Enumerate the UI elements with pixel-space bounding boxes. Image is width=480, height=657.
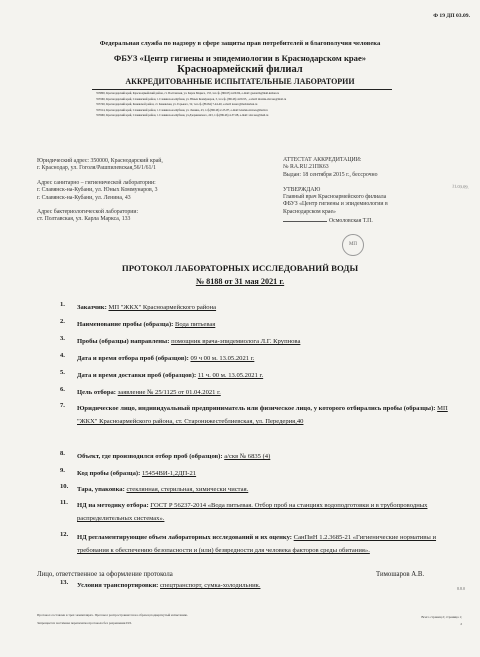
item-number: 11. (60, 499, 68, 506)
item-label: Пробы (образцы) направлены: (77, 338, 170, 345)
item-number: 10. (60, 483, 69, 490)
header-address-line: 353960, Краснодарский край, Славянский район, г. Славянск-на-Кубани, ул.Дзержинского, 243, т./ф.(86146) 4-37-68, e-mail: slav.ses@mail.ru (96, 113, 269, 118)
legal-address-line: Юридический адрес: 350000, Краснодарский край, (37, 158, 163, 164)
item-number: 3. (60, 335, 65, 342)
page-of-text: Всего страниц 2; страница 1; (421, 615, 462, 619)
sanitary-lab-address-line: Адрес санитарно – гигиенической лаборатории: (37, 179, 156, 186)
bacterio-lab-address-line: ст. Полтавская, ул. Карла Маркса, 133 (37, 216, 131, 223)
approver-position-line: ФБУЗ «Центр гигиены и эпидемиологии в (283, 201, 388, 208)
lab-addresses (37, 158, 163, 224)
branch-name: Красноармейский филиал (177, 64, 303, 75)
item-label: Заказчик: (77, 304, 107, 311)
item-value: МП "ЖКХ" Красноармейского района (108, 304, 217, 311)
item-number: 13. (60, 579, 69, 586)
accreditation-block (283, 157, 388, 225)
sanitary-lab-address-line: г. Славянск-на-Кубани, ул. Ленина, 43 (37, 194, 131, 201)
approver-position-line: Главный врач Красноармейского филиала (283, 194, 387, 201)
item-label: НД регламентирующие объем лабораторных исследований и их оценку: (77, 534, 293, 541)
footer-note: Протокол составлен в трех экземплярах. Протокол распространяется на образец подвергнутый испытанию. (37, 613, 189, 617)
item-value: спецтранспорт, сумка-холодильник. (160, 582, 261, 589)
header-divider (92, 89, 392, 90)
item-value: заявление № 25/1125 от 01.04.2021 г. (117, 389, 221, 396)
sanitary-lab-address-line: г. Славянск-на-Кубани, ул. Юных Коммунаров, 3 (37, 187, 158, 194)
organization-name: ФБУЗ «Центр гигиены и эпидемиологии в Краснодарском крае» (113, 53, 367, 63)
protocol-title: ПРОТОКОЛ ЛАБОРАТОРНЫХ ИССЛЕДОВАНИЙ ВОДЫ (121, 263, 359, 273)
bacterio-lab-address-line: Адрес бактериологической лаборатории: (37, 209, 139, 216)
footer-note: Запрещается частичная перепечатка протокола без разрешения ИЛ. (37, 621, 132, 625)
laboratory-name: АККРЕДИТОВАННЫЕ ИСПЫТАТЕЛЬНЫЕ ЛАБОРАТОРИИ (125, 77, 355, 86)
item-value: 11 ч. 00 м. 13.05.2021 г. (197, 372, 264, 379)
page-number: 2 (460, 622, 462, 626)
item-label: Юридическое лицо, индивидуальный предприниматель или физическое лицо, у которого отбирались пробы (образцы): (77, 405, 436, 412)
approver-position-line: Краснодарском крае» (283, 208, 336, 215)
item-value: СанПиН 1.2.3685-21 «Гигиенические нормативы и требования к обеспечению безопасности и (или) безвредности для человека факторов среды обитания». (77, 534, 437, 554)
header-address-line: 353560, Краснодарский край, Славянский район, г. Славянск-на-Кубани, ул. Юных Коммунаров, 3, тел./ф. (86146) 4-09-95, , e-mail: kisslak-slavses@mail.ru (96, 96, 287, 101)
protocol-number-text: № 8188 от 31 мая 2021 г. (195, 277, 285, 286)
responsible-label: Лицо, ответственное за оформление протокола (37, 571, 173, 578)
item-number: 1. (60, 301, 65, 308)
item-label: Объект, где производился отбор проб (образцов): (77, 453, 223, 460)
item-value: помощник врача-эпидемиолога Л.Г. Крупнова (171, 338, 301, 345)
item-label: Тара, упаковка: (77, 486, 125, 493)
item-label: Дата и время доставки проб (образцов): (77, 372, 197, 379)
protocol-number (0, 277, 480, 286)
item-value: 15454ВИ-1,2ДП-21 (141, 470, 197, 477)
item-label: Дата и время отбора проб (образцов): (77, 355, 189, 362)
handwritten-date: 11.03.09. (452, 183, 470, 190)
seal-stamp: МП (342, 234, 364, 256)
item-number: 5. (60, 369, 65, 376)
item-label: Наименование пробы (образца): (77, 321, 174, 328)
item-number: 9. (60, 467, 65, 474)
agency-name: Федеральная служба по надзору в сфере защиты прав потребителей и благополучия человека (99, 40, 381, 47)
item-value: ГОСТ Р 56237-2014 «Вода питьевая. Отбор проб на станциях водоподготовки и в трубопроводных распределительных системах». (77, 502, 428, 522)
accreditation-number: № RA.RU.21ПК63 (283, 164, 329, 171)
accreditation-certificate: АТТЕСТАТ АККРЕДИТАЦИИ: (283, 157, 362, 163)
item-number: 12. (60, 531, 69, 538)
item-value: 09 ч 00 м. 13.05.2021 г. (190, 355, 255, 362)
item-label: НД на методику отбора: (77, 502, 149, 509)
item-value: а/скв № 6835 (4) (224, 453, 271, 460)
page-counter (421, 614, 462, 628)
header-address-line: 353514, Краснодарский край, Славянский район, г. Славянск-на-Кубани, ул. Ленина, 43, т./ф.(86146) 2-25-87, e-mail: kisslak-slavses@mail.ru (96, 107, 268, 112)
responsible-name: Тимошаров А.В. (376, 571, 425, 578)
item-label: Условия транспортировки: (77, 582, 159, 589)
accreditation-issued: Выдан: 18 сентября 2015 г., бессрочно (283, 171, 378, 178)
legal-address-line: г. Краснодар, ул. Гоголя/Рашпилевская,56/1/61/1 (37, 165, 156, 172)
item-number: 4. (60, 352, 65, 359)
header-address-line: 353740, Краснодарский край, Каневской район, ст. Каневская, ул. Горького, 52, тел./ф. (86164) 7-44-40, e-mail: kasev@mail.kuban.ru (96, 102, 258, 107)
approval-heading: УТВЕРЖДАЮ (283, 186, 321, 193)
item-value: стеклянная, стерильная, химически чистая. (126, 486, 249, 493)
item-number: 8. (60, 450, 65, 457)
item-label: Код пробы (образца): (77, 470, 141, 477)
item-label: Цель отбора: (77, 389, 117, 396)
signatory-name: Осмоловская Т.П. (329, 218, 373, 225)
signature-line (283, 216, 327, 222)
form-code: Ф 19 ДП 03.09. (433, 13, 470, 19)
form-version: 8.8.0 (457, 586, 465, 591)
header-address-line: 353800, Краснодарский край, Красноармейский район, ст. Полтавская, ул. Карла Маркса, 133, тел./ф. (86165) 4-09-84, e-mail: gsenarm@mail.kuban.ru (96, 91, 280, 95)
item-number: 7. (60, 402, 65, 409)
header-address-list (96, 91, 396, 119)
item-value: Вода питьевая (175, 321, 216, 328)
item-number: 6. (60, 386, 65, 393)
item-value: МП "ЖКХ" Красноармейского района, ст. Старонижестеблиевская, ул. Передерия,40 (77, 405, 448, 425)
item-number: 2. (60, 318, 65, 325)
